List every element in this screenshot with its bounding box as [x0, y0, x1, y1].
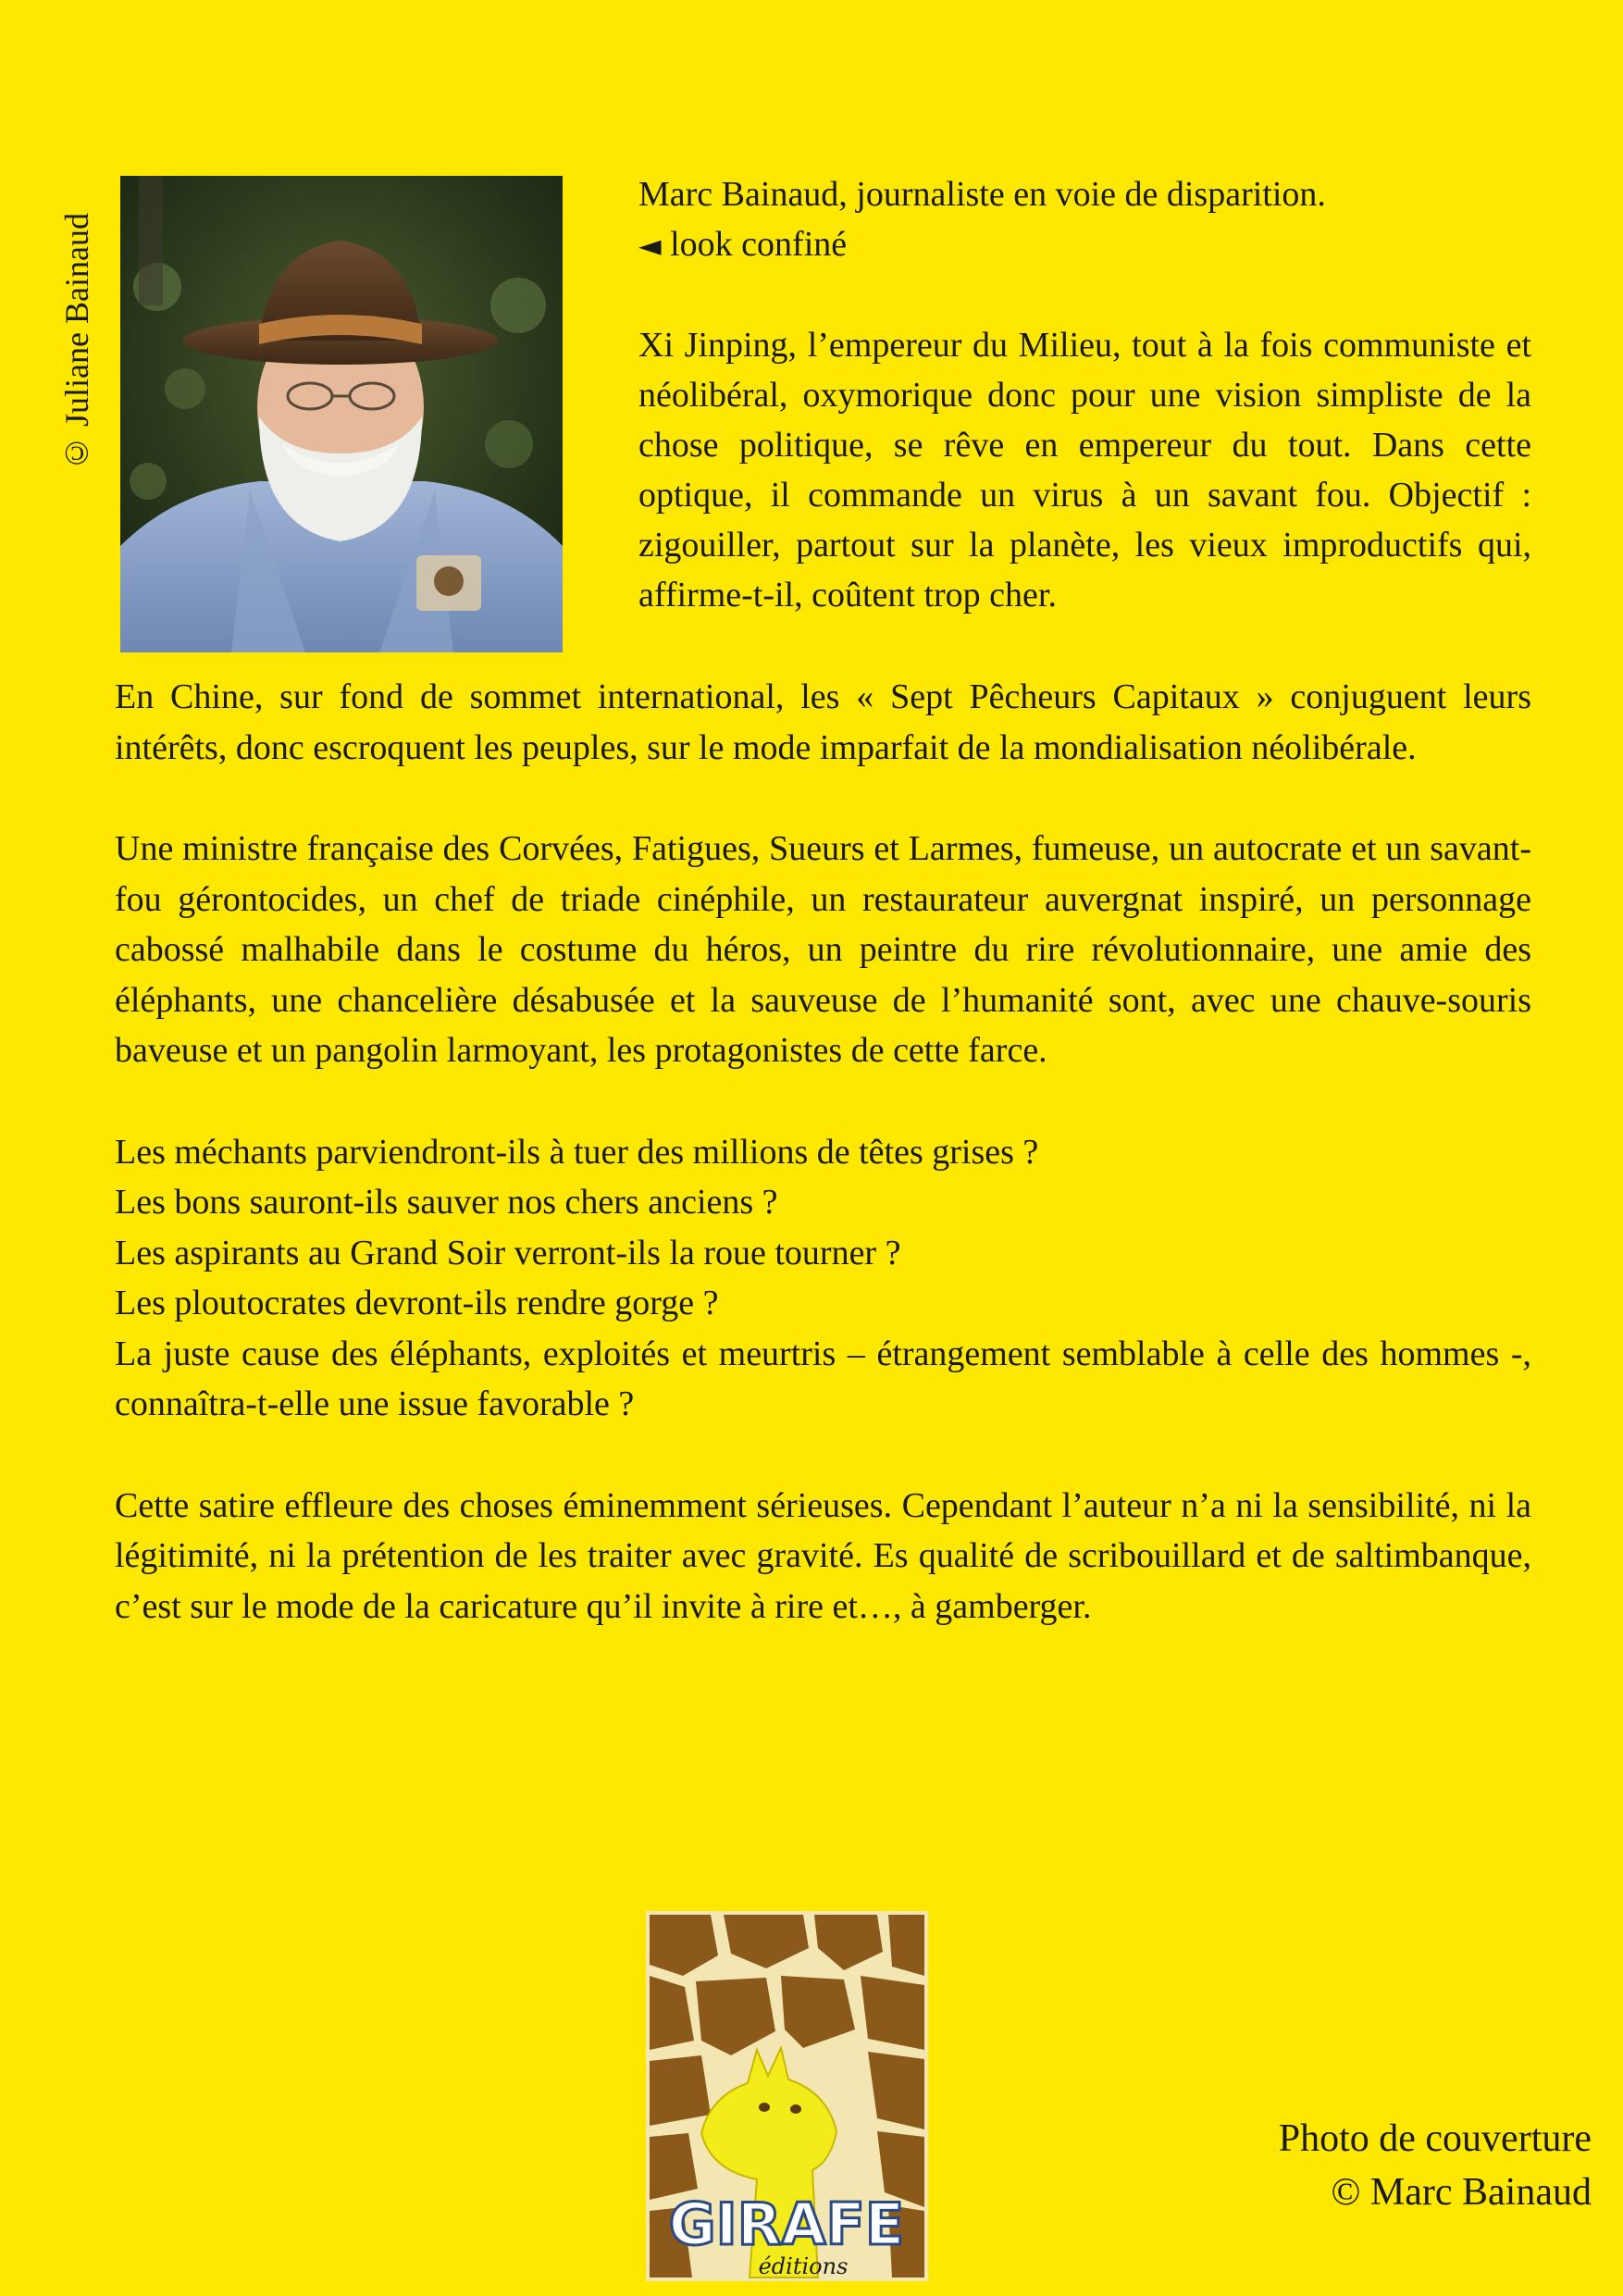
question-line: La juste cause des éléphants, exploités et meurtris – étrangement semblable à celle des hommes -, connaîtra-t-elle une issue favorable ? [115, 1334, 1531, 1423]
publisher-name: GIRAFE [668, 2191, 905, 2258]
question-line: Les aspirants au Grand Soir verront-ils la roue tourner ? [115, 1233, 901, 1272]
photo-caption-text: look confiné [670, 225, 848, 264]
question-line: Les bons sauront-ils sauver nos chers anciens ? [115, 1183, 778, 1222]
synopsis-paragraph-1: En Chine, sur fond de sommet international, les « Sept Pêcheurs Capitaux » conjuguent leurs intérêts, donc escroquent les peuples, sur le mode imparfait de la mondialisation néolibérale. [115, 677, 1531, 767]
synopsis-paragraph-2: Une ministre française des Corvées, Fatigues, Sueurs et Larmes, fumeuse, un autocrate et un savant-fou gérontocides, un chef de triade cinéphile, un restaurateur auvergnat inspiré, un personnage cabossé malhabile dans le costume du héros, un peintre du rire révolutionnaire, une amie des éléphants, une chancelière désabusée et la sauveuse de l’humanité sont, avec une chauve-souris baveuse et un pangolin larmoyant, les protagonistes de cette farce. [115, 829, 1531, 1070]
photo-credit: © Juliane Bainaud [58, 213, 95, 472]
cover-photo-credit [1129, 2112, 1592, 2219]
photo-caption [638, 219, 1531, 270]
left-arrow-icon: ◄ [638, 228, 662, 263]
author-tagline: Marc Bainaud, journaliste en voie de disparition. [638, 175, 1326, 214]
question-line: Les ploutocrates devront-ils rendre gorge ? [115, 1284, 719, 1322]
publisher-sub: éditions [758, 2253, 849, 2279]
author-portrait-image [120, 176, 563, 652]
cover-credit-line-2: © Marc Bainaud [1331, 2171, 1592, 2214]
cover-credit-line-1: Photo de couverture [1278, 2117, 1592, 2160]
question-line: Les méchants parviendront-ils à tuer des millions de têtes grises ? [115, 1132, 1039, 1172]
girafe-logo-image [646, 1911, 928, 2281]
intro-block [638, 169, 1531, 620]
author-photo [120, 176, 563, 652]
back-cover-text [115, 672, 1531, 1682]
synopsis-paragraph-3: Cette satire effleure des choses éminemment sérieuses. Cependant l’auteur n’a ni la sensibilité, ni la légitimité, ni la prétention de les traiter avec gravité. Es qualité de scribouillard et de saltimbanque, c’est sur le mode de la caricature qu’il invite à rire et…, à gamberger. [115, 1485, 1531, 1626]
questions-block [115, 1127, 1531, 1430]
publisher-logo [646, 1911, 928, 2281]
synopsis-paragraph-intro: Xi Jinping, l’empereur du Milieu, tout à la fois communiste et néolibéral, oxymorique donc pour une vision simpliste de la chose politique, se rêve en empereur du tout. Dans cette optique, il commande un virus à un savant fou. Objectif : zigouiller, partout sur la planète, les vieux improductifs qui, affirme-t-il, coûtent trop cher. [638, 326, 1531, 614]
